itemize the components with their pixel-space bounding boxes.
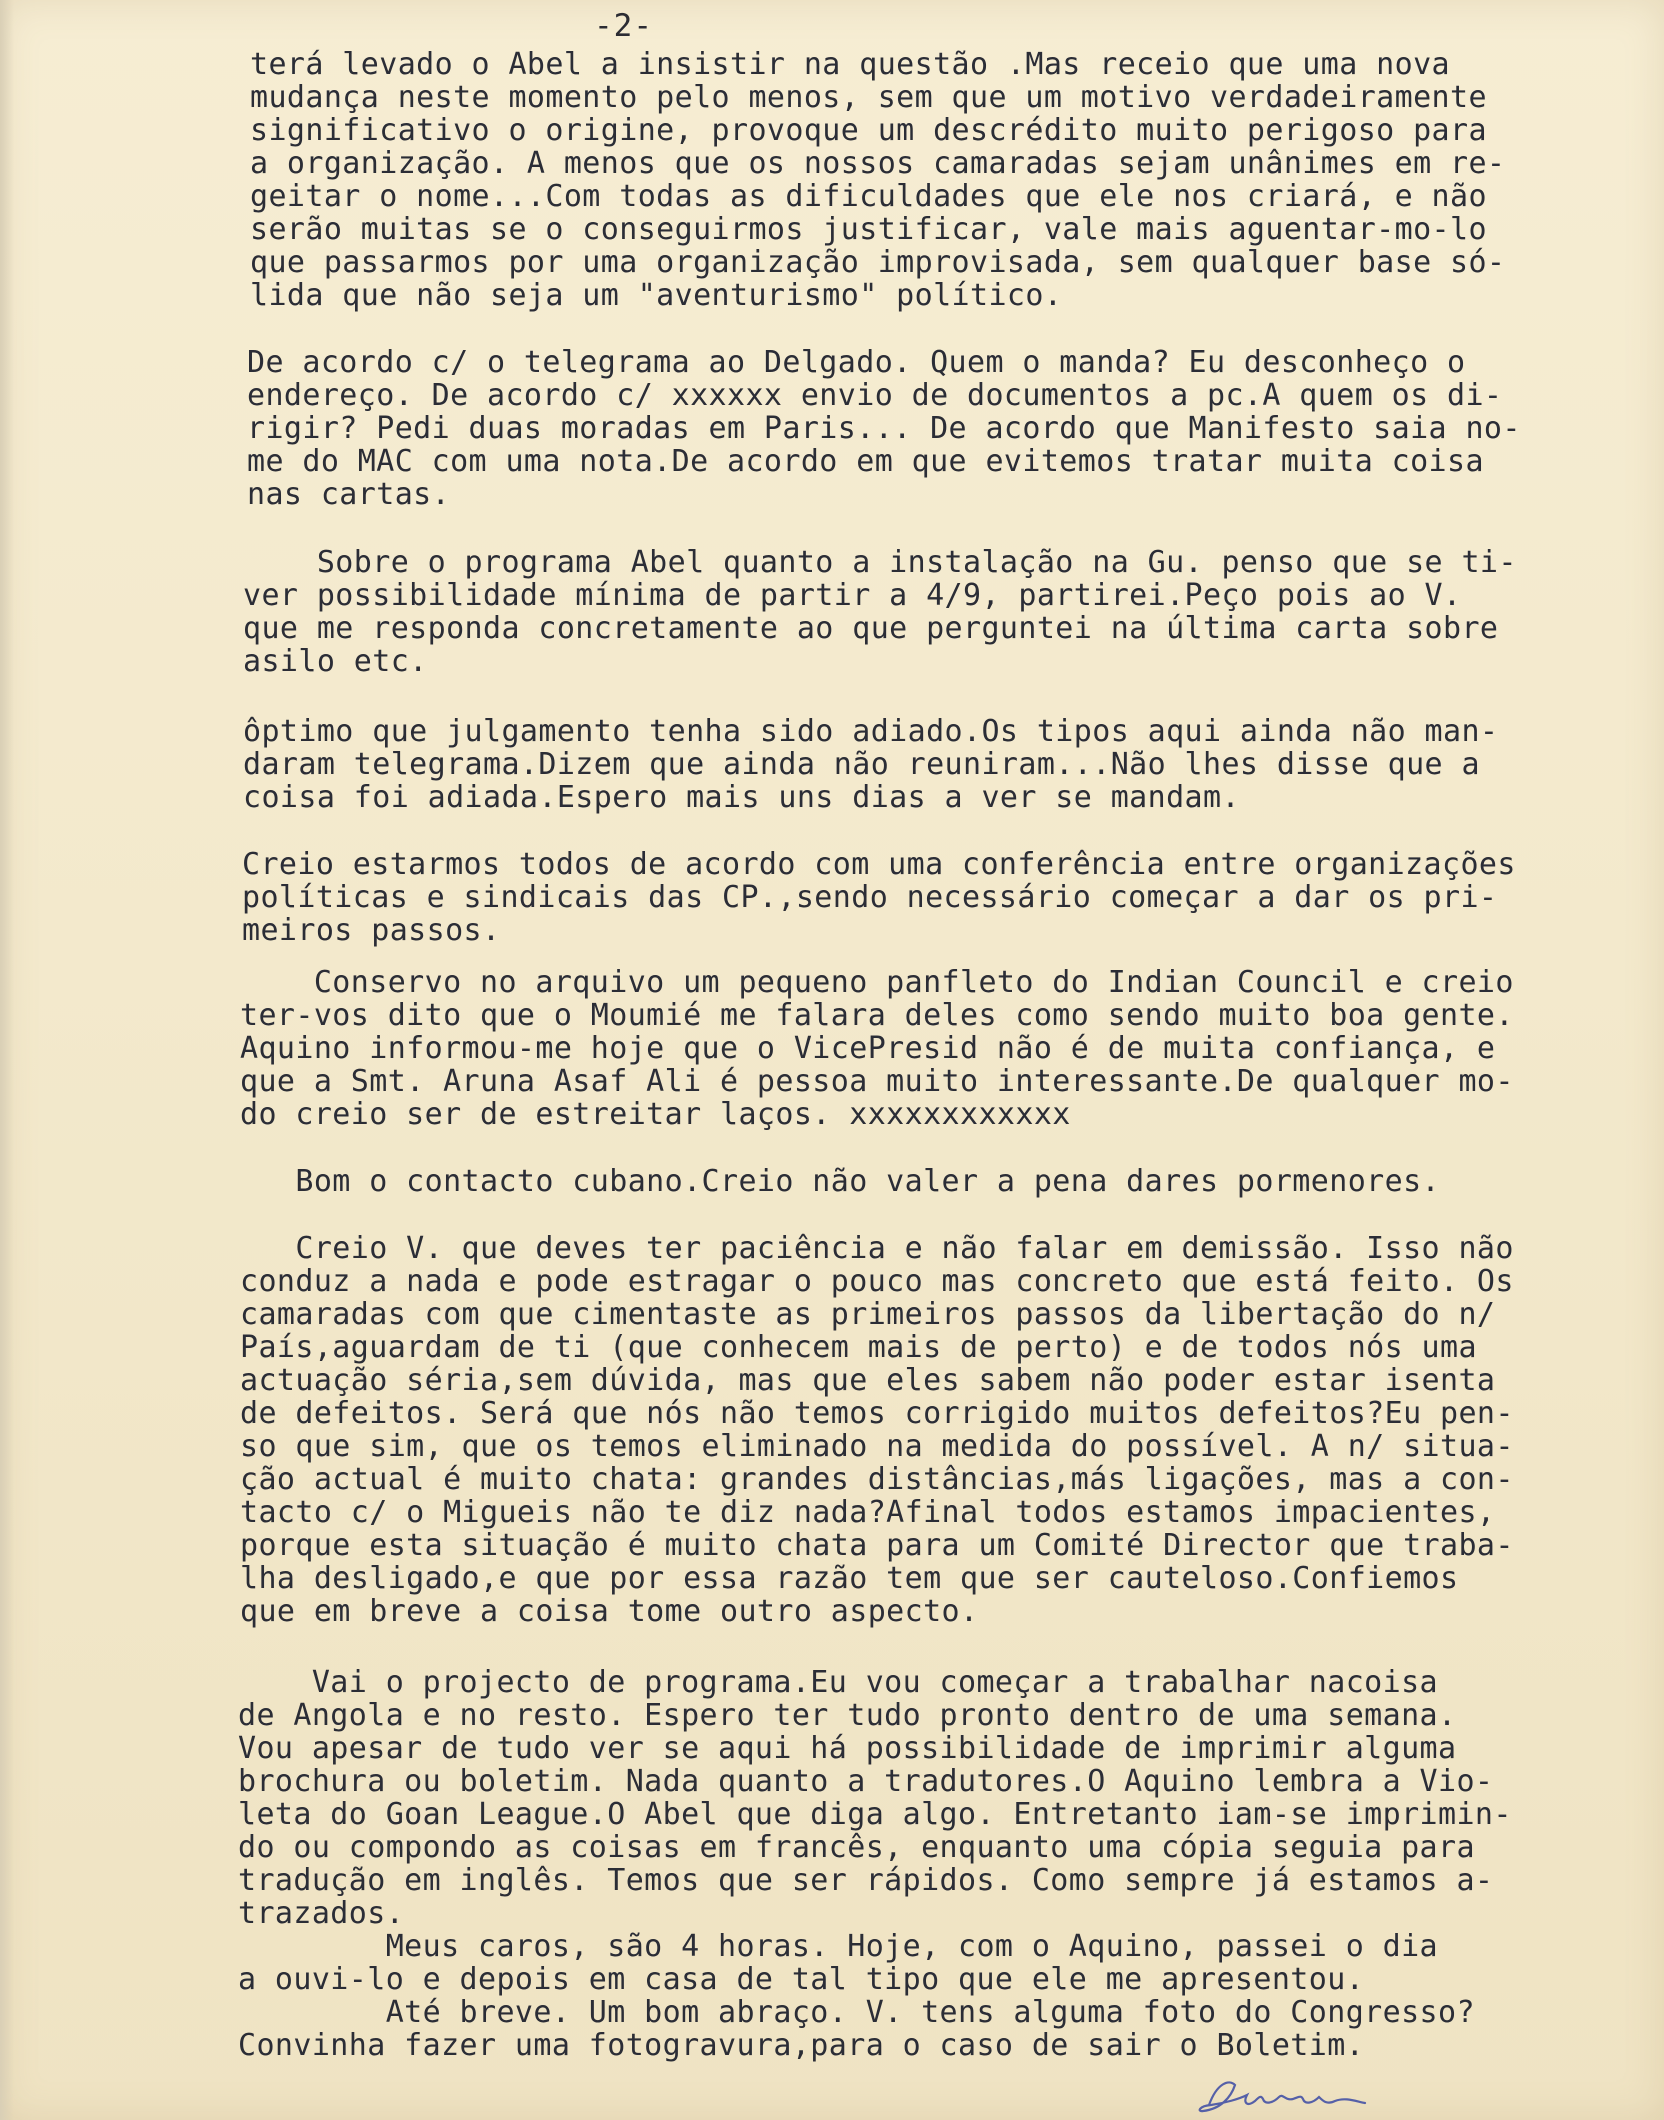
text-line: Conservo no arquivo um pequeno panfleto do Indian Council e creio: [240, 965, 1514, 1000]
page-edge-shadow: [0, 0, 14, 2120]
text-line: Bom o contacto cubano.Creio não valer a pena dares pormenores.: [240, 1164, 1440, 1199]
text-line: lha desligado,e que por essa razão tem que ser cauteloso.Confiemos: [240, 1561, 1459, 1596]
text-line: significativo o origine, provoque um descrédito muito perigoso para: [250, 113, 1487, 148]
text-line: meiros passos.: [242, 913, 501, 948]
text-line: ver possibilidade mínima de partir a 4/9, partirei.Peço pois ao V.: [243, 578, 1462, 613]
text-line: Creio estarmos todos de acordo com uma conferência entre organizações: [242, 847, 1516, 882]
text-line: Meus caros, são 4 horas. Hoje, com o Aquino, passei o dia: [238, 1929, 1438, 1964]
text-line: ter-vos dito que o Moumié me falara deles como sendo muito boa gente.: [240, 998, 1514, 1033]
text-line: serão muitas se o conseguirmos justificar, vale mais aguentar-mo-lo: [250, 212, 1487, 247]
text-line: conduz a nada e pode estragar o pouco mas concreto que está feito. Os: [240, 1264, 1514, 1299]
text-line: que a Smt. Aruna Asaf Ali é pessoa muito interessante.De qualquer mo-: [240, 1064, 1514, 1099]
text-line: Vou apesar de tudo ver se aqui há possibilidade de imprimir alguma: [238, 1731, 1457, 1766]
text-line: rigir? Pedi duas moradas em Paris... De acordo que Manifesto saia no-: [247, 411, 1521, 446]
text-line: brochura ou boletim. Nada quanto a tradutores.O Aquino lembra a Vio-: [238, 1764, 1494, 1799]
text-line: a ouvi-lo e depois em casa de tal tipo que ele me apresentou.: [238, 1962, 1365, 1997]
text-line: mudança neste momento pelo menos, sem que um motivo verdadeiramente: [250, 80, 1487, 115]
text-line: que passarmos por uma organização improvisada, sem qualquer base só-: [250, 245, 1506, 280]
text-line: ção actual é muito chata: grandes distâncias,más ligações, mas a con-: [240, 1462, 1514, 1497]
text-line: que em breve a coisa tome outro aspecto.: [240, 1594, 979, 1629]
text-line: daram telegrama.Dizem que ainda não reuniram...Não lhes disse que a: [243, 747, 1480, 782]
text-line: do creio ser de estreitar laços. xxxxxxxxxxxx: [240, 1097, 1071, 1132]
text-line: coisa foi adiada.Espero mais uns dias a ver se mandam.: [243, 780, 1240, 815]
text-line: de defeitos. Será que nós não temos corrigido muitos defeitos?Eu pen-: [240, 1396, 1514, 1431]
text-line: actuação séria,sem dúvida, mas que eles sabem não poder estar isenta: [240, 1363, 1496, 1398]
text-line: do ou compondo as coisas em francês, enquanto uma cópia seguia para: [238, 1830, 1475, 1865]
text-line: terá levado o Abel a insistir na questão .Mas receio que uma nova: [250, 47, 1450, 82]
text-line: geitar o nome...Com todas as dificuldades que ele nos criará, e não: [250, 179, 1487, 214]
text-line: De acordo c/ o telegrama ao Delgado. Quem o manda? Eu desconheço o: [247, 345, 1466, 380]
text-line: Convinha fazer uma fotogravura,para o caso de sair o Boletim.: [238, 2028, 1365, 2063]
text-line: Até breve. Um bom abraço. V. tens alguma foto do Congresso?: [238, 1995, 1475, 2030]
page-number: -2-: [594, 8, 653, 44]
text-line: so que sim, que os temos eliminado na medida do possível. A n/ situa-: [240, 1429, 1514, 1464]
text-line: tradução em inglês. Temos que ser rápidos. Como sempre já estamos a-: [238, 1863, 1494, 1898]
text-line: a organização. A menos que os nossos camaradas sejam unânimes em re-: [250, 146, 1506, 181]
text-line: Aquino informou-me hoje que o VicePresid não é de muita confiança, e: [240, 1031, 1496, 1066]
text-line: trazados.: [238, 1896, 405, 1931]
text-line: endereço. De acordo c/ xxxxxx envio de documentos a pc.A quem os di-: [247, 378, 1503, 413]
text-line: que me responda concretamente ao que perguntei na última carta sobre: [243, 611, 1499, 646]
text-line: porque esta situação é muito chata para um Comité Director que traba-: [240, 1528, 1514, 1563]
text-line: políticas e sindicais das CP.,sendo necessário começar a dar os pri-: [242, 880, 1498, 915]
text-line: Sobre o programa Abel quanto a instalação na Gu. penso que se ti-: [243, 545, 1517, 580]
text-line: de Angola e no resto. Espero ter tudo pronto dentro de uma semana.: [238, 1698, 1457, 1733]
text-line: lida que não seja um "aventurismo" político.: [250, 278, 1063, 313]
text-line: Creio V. que deves ter paciência e não falar em demissão. Isso não: [240, 1231, 1514, 1266]
text-line: ôptimo que julgamento tenha sido adiado.Os tipos aqui ainda não man-: [243, 714, 1499, 749]
text-line: tacto c/ o Migueis não te diz nada?Afinal todos estamos impacientes,: [240, 1495, 1496, 1530]
text-line: asilo etc.: [243, 644, 428, 679]
text-line: nas cartas.: [247, 477, 451, 512]
text-line: camaradas com que cimentaste as primeiros passos da libertação do n/: [240, 1297, 1496, 1332]
text-line: leta do Goan League.O Abel que diga algo. Entretanto iam-se imprimin-: [238, 1797, 1512, 1832]
handwritten-signature: [1195, 2075, 1370, 2115]
text-line: Vai o projecto de programa.Eu vou começar a trabalhar nacoisa: [238, 1665, 1438, 1700]
text-line: me do MAC com uma nota.De acordo em que evitemos tratar muita coisa: [247, 444, 1484, 479]
text-line: País,aguardam de ti (que conhecem mais de perto) e de todos nós uma: [240, 1330, 1477, 1365]
